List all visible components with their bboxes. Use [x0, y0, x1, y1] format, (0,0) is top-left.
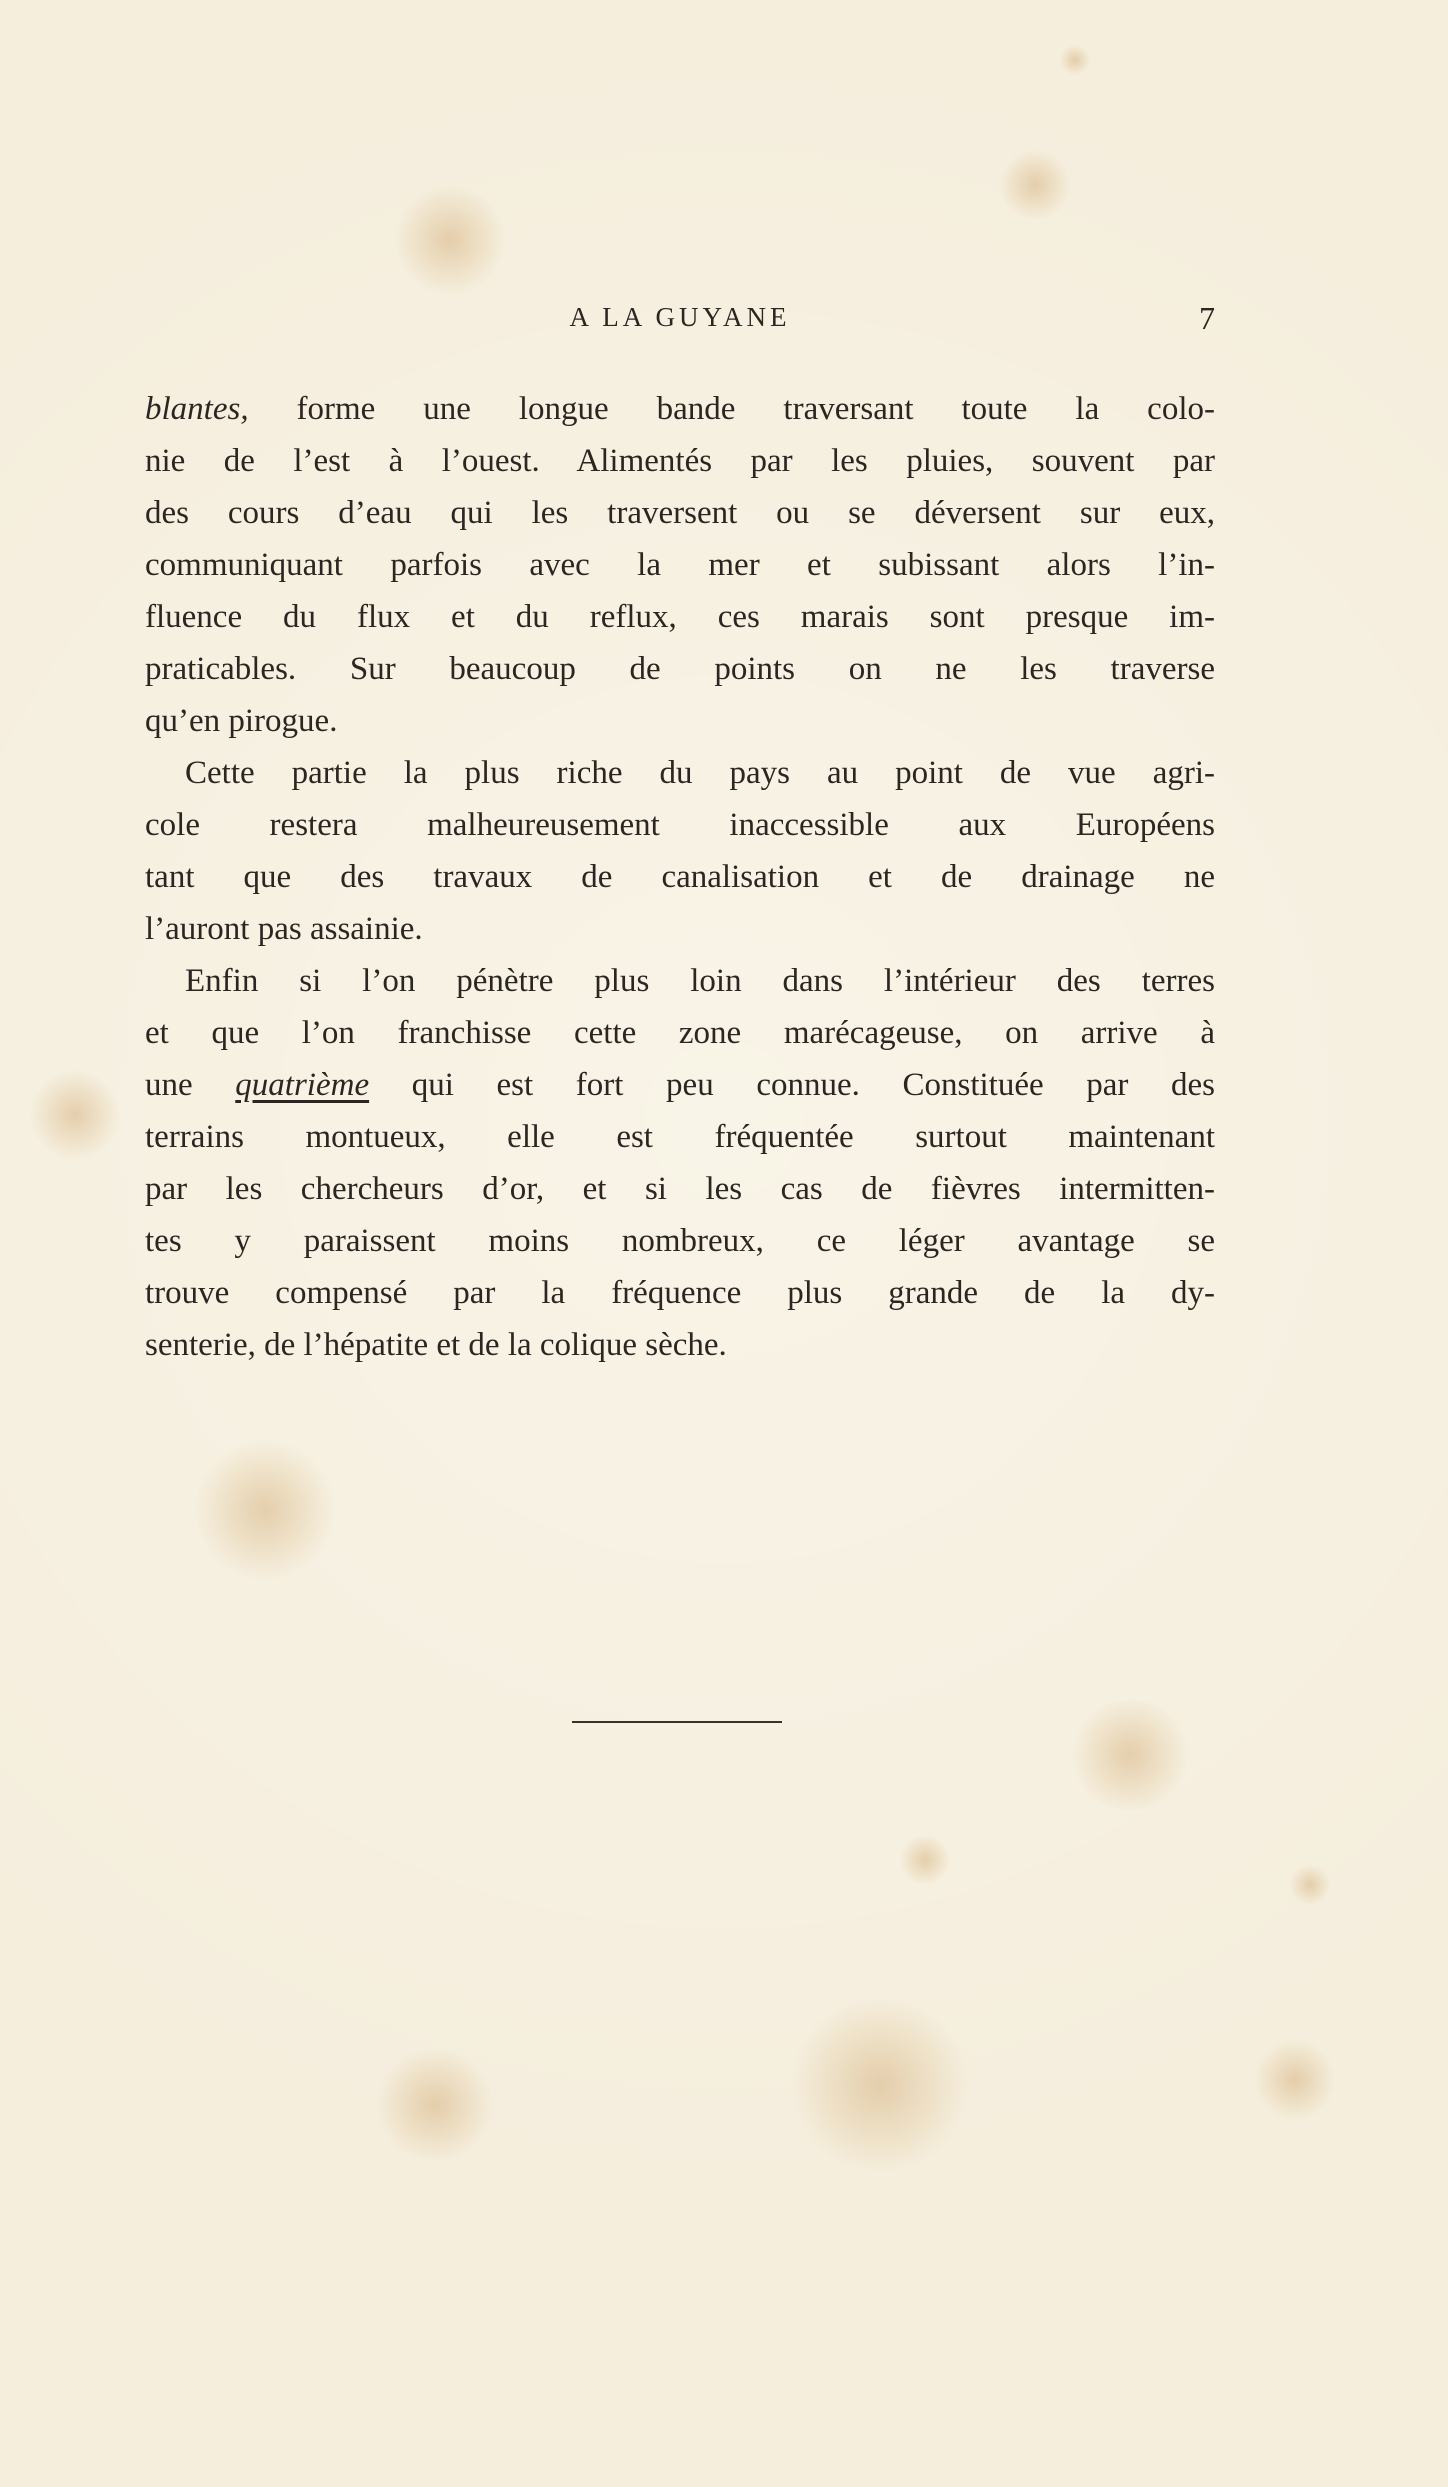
text-line: et que l’on franchisse cette zone marécageuse, on arrive à: [145, 1015, 1215, 1051]
paragraph: [145, 955, 1215, 1371]
text-line: des cours d’eau qui les traversent ou se déversent sur eux,: [145, 495, 1215, 531]
foxing-stain: [1070, 1700, 1190, 1810]
text-line: [145, 383, 1215, 435]
foxing-stain: [1290, 1865, 1330, 1905]
text-line: praticables. Sur beaucoup de points on ne les traverse: [145, 651, 1215, 687]
text-line: nie de l’est à l’ouest. Alimentés par les pluies, souvent par: [145, 443, 1215, 479]
foxing-stain: [1255, 2040, 1335, 2120]
text-line: par les chercheurs d’or, et si les cas de fièvres intermitten-: [145, 1171, 1215, 1207]
text-line: qu’en pirogue.: [145, 703, 338, 739]
text-line: senterie, de l’hépatite et de la colique sèche.: [145, 1327, 727, 1363]
text-line: terrains montueux, elle est fréquentée surtout maintenant: [145, 1119, 1215, 1155]
italic-word: quatrième: [235, 1067, 370, 1103]
running-head: [145, 300, 1215, 340]
text-fragment: qui est fort peu connue. Constituée par des: [369, 1067, 1215, 1103]
foxing-stain: [1000, 150, 1070, 220]
paragraph: [145, 747, 1215, 955]
text-line: communiquant parfois avec la mer et subissant alors l’in-: [145, 547, 1215, 583]
text-line: tant que des travaux de canalisation et de drainage ne: [145, 859, 1215, 895]
foxing-stain: [395, 185, 505, 295]
foxing-stain: [1060, 45, 1090, 75]
foxing-stain: [195, 1440, 335, 1580]
body-text: [145, 383, 1215, 1371]
page-number: 7: [1199, 300, 1215, 336]
text-line: Cette partie la plus riche du pays au point de vue agri-: [185, 755, 1215, 791]
text-line: tes y paraissent moins nombreux, ce léger avantage se: [145, 1223, 1215, 1259]
text-line: Enfin si l’on pénètre plus loin dans l’intérieur des terres: [185, 963, 1215, 999]
foxing-stain: [30, 1070, 120, 1160]
section-rule: [572, 1721, 782, 1723]
italic-word: blantes,: [145, 391, 249, 427]
text-line: cole restera malheureusement inaccessible aux Européens: [145, 807, 1215, 843]
foxing-stain: [900, 1835, 950, 1885]
running-title: A LA GUYANE: [569, 302, 791, 332]
foxing-stain: [375, 2050, 495, 2160]
text-line: l’auront pas assainie.: [145, 911, 423, 947]
foxing-stain: [790, 2000, 970, 2170]
text-line: trouve compensé par la fréquence plus grande de la dy-: [145, 1275, 1215, 1311]
text-fragment: forme une longue bande traversant toute la colo-: [248, 391, 1215, 427]
text-fragment: une: [145, 1067, 236, 1103]
paragraph: [145, 383, 1215, 747]
text-line: fluence du flux et du reflux, ces marais sont presque im-: [145, 599, 1215, 635]
text-line: [145, 1059, 1215, 1111]
